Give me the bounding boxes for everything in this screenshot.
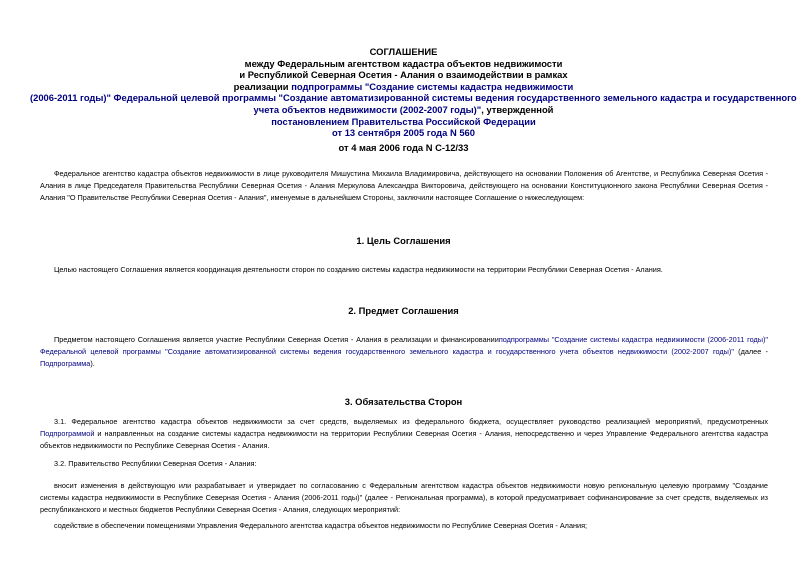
subprogram-title-link-3[interactable]: учета объектов недвижимости (2002-2007 годы)" bbox=[253, 103, 482, 115]
subprogram-title-link-1[interactable]: подпрограммы "Создание системы кадастра недвижимости bbox=[291, 80, 574, 92]
section-2-heading: 2. Предмет Соглашения bbox=[348, 305, 459, 316]
title-line-6-suffix: , утвержденной bbox=[481, 103, 554, 115]
resolution-link-2[interactable]: от 13 сентября 2005 года N 560 bbox=[332, 127, 475, 139]
section-2-text-suffix: ). bbox=[90, 359, 95, 368]
section-3-p4-text: содействие в обеспечении помещениями Управления Федерального агентства кадастра объектов недвижимости по Республике Северная Осетия - Алания; bbox=[54, 521, 588, 530]
title-line-4 bbox=[30, 81, 777, 93]
section-1-paragraph bbox=[40, 264, 768, 276]
subprogram-short-link[interactable]: Подпрограмма bbox=[40, 359, 91, 368]
section-1-heading: 1. Цель Соглашения bbox=[356, 235, 451, 246]
section-3-paragraph-3 bbox=[40, 480, 768, 516]
preamble-text: Федеральное агентство кадастра объектов недвижимости в лице руководителя Мишустина Михаила Владимировича, действующего на основании Положения об Агентстве, и Республика Северная Осетия - Алания в лице Председателя Правительства Республики Северная Осетия - Алания Меркулова Александра Викторовича, действующего на основании Конституционного закона Республики Северная Осетия - Алания "О Правительстве Республики Северная Осетия - Алания", именуемые в дальнейшем Стороны, заключили настоящее Соглашение о нижеследующем: bbox=[40, 169, 768, 202]
title-line-1: СОГЛАШЕНИЕ bbox=[369, 46, 438, 57]
section-3-p3-text: вносит изменения в действующую или разрабатывает и утверждает по согласованию с Федеральным агентством кадастра объектов недвижимости новую региональную целевую программу "Создание системы кадастра недвижимости в Республике Северная Осетия - Алания (2006-2011 годы)" (далее - Региональная программа), в которой предусматривает софинансирование за счет средств, выделяемых из республиканского и местных бюджетов Республики Северная Осетия - Алания, следующих мероприятий: bbox=[40, 481, 768, 514]
section-3-paragraph-2 bbox=[40, 458, 768, 470]
title-line-6 bbox=[30, 104, 777, 116]
section-3-p1-prefix: 3.1. Федеральное агентство кадастра объектов недвижимости за счет средств, выделяемых из федерального бюджета, осуществляет руководство реализацией мероприятий, предусмотренных bbox=[54, 417, 768, 426]
section-3-heading: 3. Обязательства Сторон bbox=[344, 396, 463, 407]
section-2-text-prefix: Предметом настоящего Соглашения является участие Республики Северная Осетия - Алания в реализации и финансировании bbox=[54, 335, 499, 344]
subprogram-reference-link[interactable]: Подпрограммой bbox=[40, 429, 95, 438]
section-1-text: Целью настоящего Соглашения является координация деятельности сторон по созданию системы кадастра недвижимости на территории Республики Северная Осетия - Алания. bbox=[54, 265, 663, 274]
title-line-2: между Федеральным агентством кадастра объектов недвижимости bbox=[244, 57, 563, 69]
title-line-3: и Республикой Северная Осетия - Алания о взаимодействии в рамках bbox=[239, 69, 568, 81]
section-3-paragraph-4 bbox=[40, 520, 768, 532]
resolution-link-1[interactable]: постановлением Правительства Российской Федерации bbox=[271, 115, 536, 127]
document-title bbox=[30, 46, 797, 139]
section-2-paragraph bbox=[40, 334, 768, 370]
preamble-paragraph bbox=[40, 168, 768, 204]
agreement-date-number: от 4 мая 2006 года N С-12/33 bbox=[338, 142, 469, 153]
section-3-paragraph-1 bbox=[40, 416, 768, 452]
section-3-p2-text: 3.2. Правительство Республики Северная Осетия - Алания: bbox=[54, 459, 257, 468]
subprogram-title-link-2[interactable]: (2006-2011 годы)" Федеральной целевой программы "Создание автоматизированной системы ведения государственного земельного кадастра и государственного bbox=[30, 92, 797, 104]
section-2-text-middle: (далее - bbox=[733, 347, 768, 356]
section-3-p1-suffix: и направленных на создание системы кадастра недвижимости на территории Республики Северная Осетия - Алания, непосредственно и через Управление Федерального агентства кадастра объектов недвижимости по Республике Северная Осетия - Алания. bbox=[40, 429, 768, 450]
subprogram-link[interactable]: подпрограммы "Создание системы кадастра недвижимости (2006-2011 годы)" Федеральной целевой программы "Создание автоматизированной системы ведения государственного земельного кадастра и государственного учета объектов недвижимости (2002-2007 годы)" bbox=[40, 335, 768, 356]
title-line-4-prefix: реализации bbox=[233, 80, 292, 92]
